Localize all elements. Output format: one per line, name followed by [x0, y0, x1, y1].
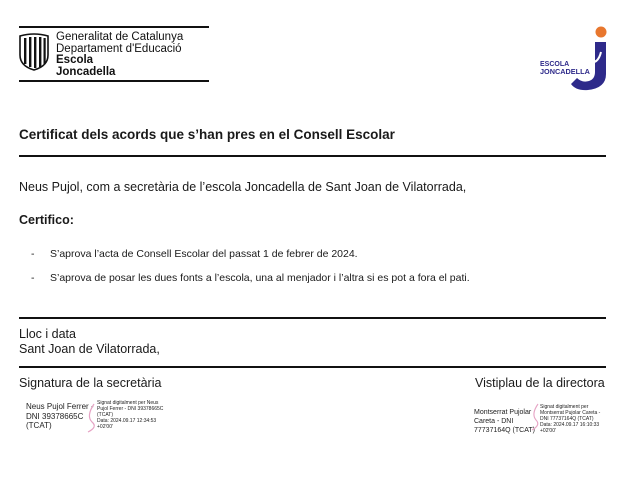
section-rule-1	[19, 317, 606, 319]
list-item-text: S’aprova l’acta de Consell Escolar del passat 1 de febrer de 2024.	[50, 248, 358, 260]
school-line-1: Escola	[56, 54, 94, 66]
director-digital-stamp: Signat digitalment per Montserrat Pujolar Careta - DNI 77737164Q (TCAT) Data: 2024.09.17 16:10:33 +02'00'	[540, 404, 601, 434]
certifico-heading: Certifico:	[19, 213, 74, 227]
generalitat-emblem-icon	[19, 33, 49, 71]
header-top-rule	[19, 26, 209, 28]
gov-line-2: Departament d'Educació	[56, 42, 182, 55]
institution-block	[56, 32, 183, 78]
list-item	[31, 272, 470, 284]
list-marker: -	[31, 272, 35, 284]
director-signature-label: Vistiplau de la directora	[475, 376, 605, 390]
secretary-signer-name: Neus Pujol Ferrer - DNI 39378665C (TCAT)	[26, 402, 94, 430]
secretary-signature-label: Signatura de la secretària	[19, 376, 162, 390]
school-logo-line1: ESCOLA	[540, 61, 570, 68]
header-bottom-rule	[19, 80, 209, 82]
place-value: Sant Joan de Vilatorrada,	[19, 342, 160, 356]
school-line-2: Joncadella	[56, 65, 116, 78]
document-title: Certificat dels acords que s’han pres en el Consell Escolar	[19, 127, 395, 142]
list-item-text: S’aprova de posar les dues fonts a l’escola, una al menjador i l’altra si es pot a fora el pati.	[50, 272, 470, 284]
secretary-digital-stamp: Signat digitalment per Neus Pujol Ferrer - DNI 39378665C (TCAT) Data: 2024.09.17 12:34:53 +02'00'	[97, 400, 164, 430]
list-marker: -	[31, 248, 35, 260]
title-rule	[19, 155, 606, 157]
gov-line-1: Generalitat de Catalunya	[56, 31, 184, 43]
section-rule-2	[19, 366, 606, 368]
school-logo	[538, 22, 616, 92]
list-item	[31, 248, 358, 260]
place-label: Lloc i data	[19, 327, 76, 341]
intro-text: Neus Pujol, com a secretària de l’escola Joncadella de Sant Joan de Vilatorrada,	[19, 180, 467, 194]
director-signer-name: Montserrat Pujolar Careta - DNI 77737164Q (TCAT)	[474, 409, 535, 434]
school-logo-line2: JONCADELLA	[540, 67, 590, 76]
